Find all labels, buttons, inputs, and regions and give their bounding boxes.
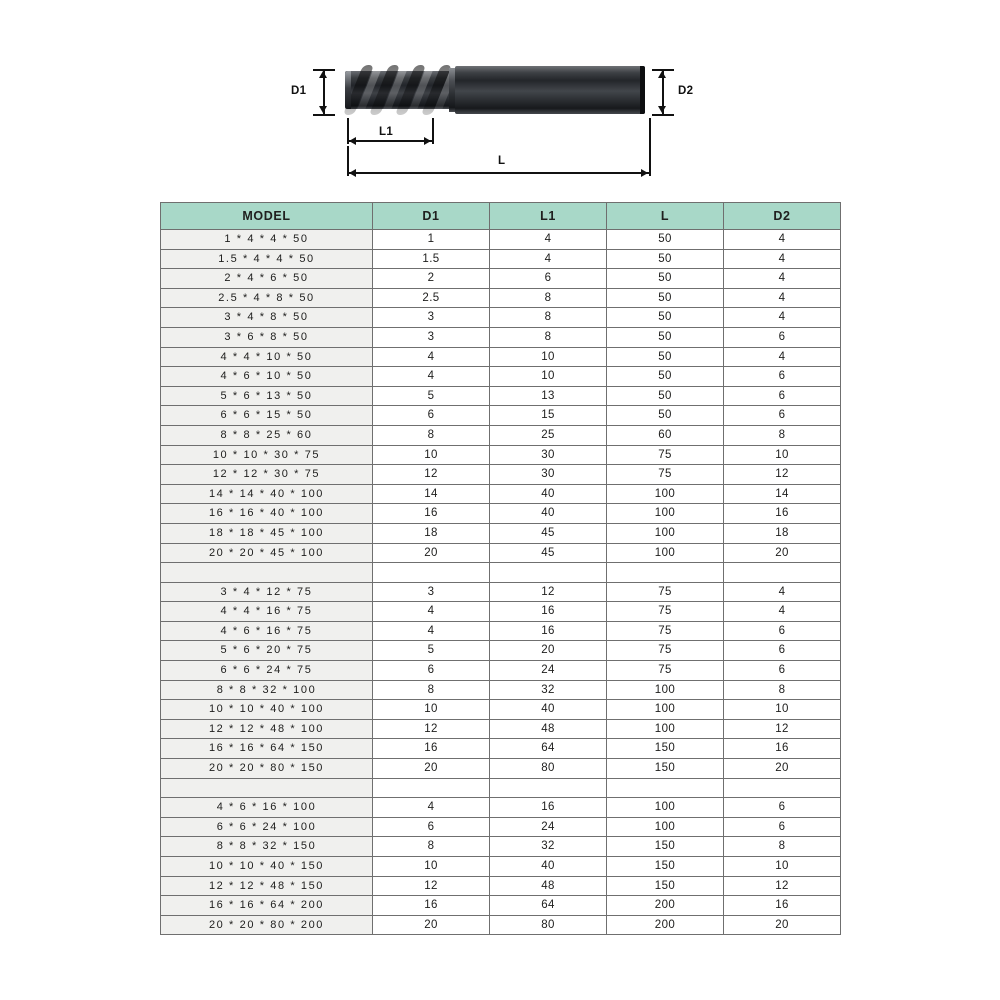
table-cell-value: 8 xyxy=(490,327,607,347)
table-cell-model: 6 * 6 * 24 * 75 xyxy=(161,661,373,681)
table-cell-value: 50 xyxy=(607,386,724,406)
table-row xyxy=(161,739,841,759)
table-cell-value: 150 xyxy=(607,857,724,877)
table-row xyxy=(161,602,841,622)
table-cell-model: 2.5 * 4 * 8 * 50 xyxy=(161,288,373,308)
table-cell-model: 4 * 4 * 16 * 75 xyxy=(161,602,373,622)
table-cell-model: 4 * 6 * 16 * 100 xyxy=(161,798,373,818)
table-cell-value: 48 xyxy=(490,876,607,896)
table-cell-model: 12 * 12 * 30 * 75 xyxy=(161,465,373,485)
table-cell-value: 2 xyxy=(373,269,490,289)
table-head xyxy=(161,203,841,230)
column-header-d2: D2 xyxy=(724,203,841,230)
table-cell-model: 3 * 4 * 12 * 75 xyxy=(161,582,373,602)
specification-table xyxy=(160,202,841,935)
l-dimension-line xyxy=(347,172,650,174)
table-cell-value: 4 xyxy=(724,582,841,602)
column-header-model: MODEL xyxy=(161,203,373,230)
table-cell-value: 6 xyxy=(724,367,841,387)
table-row xyxy=(161,915,841,935)
table-cell-value: 75 xyxy=(607,602,724,622)
table-cell-value: 16 xyxy=(490,602,607,622)
table-cell-value: 14 xyxy=(724,484,841,504)
table-cell-empty xyxy=(161,778,373,798)
table-cell-value: 10 xyxy=(490,367,607,387)
table-row xyxy=(161,504,841,524)
table-cell-value: 100 xyxy=(607,798,724,818)
table-cell-value: 15 xyxy=(490,406,607,426)
table-cell-value: 100 xyxy=(607,700,724,720)
table-row xyxy=(161,896,841,916)
table-cell-value: 30 xyxy=(490,445,607,465)
table-cell-value: 75 xyxy=(607,445,724,465)
table-cell-value: 12 xyxy=(373,876,490,896)
table-cell-model: 14 * 14 * 40 * 100 xyxy=(161,484,373,504)
table-row xyxy=(161,857,841,877)
d2-label: D2 xyxy=(678,85,694,97)
table-cell-value: 8 xyxy=(373,425,490,445)
table-cell-value: 100 xyxy=(607,680,724,700)
table-cell-value: 10 xyxy=(490,347,607,367)
table-cell-value: 50 xyxy=(607,308,724,328)
table-row xyxy=(161,484,841,504)
table-row xyxy=(161,700,841,720)
table-cell-value: 4 xyxy=(724,288,841,308)
table-header-row xyxy=(161,203,841,230)
table-row xyxy=(161,759,841,779)
l-arrow-right-icon xyxy=(641,169,648,177)
table-cell-value: 20 xyxy=(373,543,490,563)
table-cell-model: 8 * 8 * 32 * 150 xyxy=(161,837,373,857)
table-cell-value: 10 xyxy=(373,700,490,720)
table-cell-value: 150 xyxy=(607,876,724,896)
table-cell-value: 4 xyxy=(724,249,841,269)
table-cell-empty xyxy=(373,563,490,583)
table-cell-value: 20 xyxy=(724,759,841,779)
table-cell-value: 50 xyxy=(607,269,724,289)
table-cell-value: 45 xyxy=(490,523,607,543)
column-header-d1: D1 xyxy=(373,203,490,230)
table-cell-value: 24 xyxy=(490,661,607,681)
table-cell-value: 16 xyxy=(724,739,841,759)
table-cell-model: 6 * 6 * 24 * 100 xyxy=(161,817,373,837)
table-row xyxy=(161,661,841,681)
table-cell-model: 1 * 4 * 4 * 50 xyxy=(161,230,373,250)
table-row xyxy=(161,680,841,700)
table-cell-value: 8 xyxy=(373,680,490,700)
table-cell-value: 1.5 xyxy=(373,249,490,269)
table-row xyxy=(161,876,841,896)
table-cell-value: 3 xyxy=(373,327,490,347)
table-cell-model: 5 * 6 * 13 * 50 xyxy=(161,386,373,406)
table-cell-value: 6 xyxy=(724,327,841,347)
table-row xyxy=(161,327,841,347)
table-cell-value: 8 xyxy=(724,837,841,857)
table-cell-model: 4 * 6 * 10 * 50 xyxy=(161,367,373,387)
table-row xyxy=(161,425,841,445)
table-cell-value: 50 xyxy=(607,230,724,250)
table-cell-value: 6 xyxy=(724,621,841,641)
table-cell-value: 100 xyxy=(607,504,724,524)
table-cell-value: 4 xyxy=(724,230,841,250)
table-cell-value: 12 xyxy=(490,582,607,602)
d2-arrow-up-icon xyxy=(658,71,666,78)
table-cell-value: 6 xyxy=(490,269,607,289)
table-cell-value: 75 xyxy=(607,661,724,681)
table-cell-value: 16 xyxy=(724,504,841,524)
table-cell-value: 8 xyxy=(724,680,841,700)
table-cell-value: 150 xyxy=(607,759,724,779)
l-label: L xyxy=(498,155,506,167)
table-cell-empty xyxy=(490,563,607,583)
table-cell-empty xyxy=(373,778,490,798)
table-row xyxy=(161,249,841,269)
table-cell-value: 40 xyxy=(490,484,607,504)
tool-dimension-diagram xyxy=(0,0,1000,195)
table-row xyxy=(161,288,841,308)
table-cell-value: 200 xyxy=(607,915,724,935)
cutting-tip xyxy=(345,71,351,109)
table-cell-value: 48 xyxy=(490,719,607,739)
table-cell-value: 8 xyxy=(373,837,490,857)
table-cell-value: 2.5 xyxy=(373,288,490,308)
l-right-extension xyxy=(649,118,651,176)
table-cell-value: 4 xyxy=(724,347,841,367)
table-cell-value: 75 xyxy=(607,621,724,641)
table-cell-model: 20 * 20 * 80 * 200 xyxy=(161,915,373,935)
table-cell-value: 6 xyxy=(373,817,490,837)
table-cell-value: 50 xyxy=(607,406,724,426)
table-cell-model: 4 * 4 * 10 * 50 xyxy=(161,347,373,367)
table-cell-model: 8 * 8 * 32 * 100 xyxy=(161,680,373,700)
table-cell-value: 75 xyxy=(607,582,724,602)
table-cell-value: 4 xyxy=(373,347,490,367)
table-cell-value: 200 xyxy=(607,896,724,916)
table-row xyxy=(161,582,841,602)
table-cell-model: 10 * 10 * 40 * 150 xyxy=(161,857,373,877)
table-cell-empty xyxy=(161,563,373,583)
table-row xyxy=(161,798,841,818)
table-cell-value: 100 xyxy=(607,543,724,563)
table-cell-value: 60 xyxy=(607,425,724,445)
l1-arrow-left-icon xyxy=(349,137,356,145)
table-cell-value: 100 xyxy=(607,719,724,739)
table-cell-model: 5 * 6 * 20 * 75 xyxy=(161,641,373,661)
table-cell-value: 25 xyxy=(490,425,607,445)
table-cell-value: 13 xyxy=(490,386,607,406)
table-cell-model: 10 * 10 * 40 * 100 xyxy=(161,700,373,720)
table-cell-value: 20 xyxy=(724,543,841,563)
table-row xyxy=(161,308,841,328)
table-cell-value: 16 xyxy=(373,504,490,524)
table-row xyxy=(161,406,841,426)
table-cell-value: 3 xyxy=(373,308,490,328)
table-cell-value: 80 xyxy=(490,915,607,935)
table-cell-value: 50 xyxy=(607,288,724,308)
table-cell-model: 4 * 6 * 16 * 75 xyxy=(161,621,373,641)
table-cell-value: 16 xyxy=(373,739,490,759)
column-header-l1: L1 xyxy=(490,203,607,230)
table-cell-value: 10 xyxy=(373,857,490,877)
table-row xyxy=(161,230,841,250)
table-cell-value: 5 xyxy=(373,641,490,661)
table-cell-value: 50 xyxy=(607,367,724,387)
table-row xyxy=(161,367,841,387)
table-cell-value: 8 xyxy=(490,288,607,308)
table-cell-value: 6 xyxy=(724,798,841,818)
table-cell-model: 3 * 6 * 8 * 50 xyxy=(161,327,373,347)
table-cell-value: 4 xyxy=(724,308,841,328)
table-cell-value: 1 xyxy=(373,230,490,250)
table-cell-value: 75 xyxy=(607,465,724,485)
table-body xyxy=(161,230,841,935)
table-cell-value: 150 xyxy=(607,837,724,857)
table-cell-model: 2 * 4 * 6 * 50 xyxy=(161,269,373,289)
table-row xyxy=(161,269,841,289)
table-cell-model: 8 * 8 * 25 * 60 xyxy=(161,425,373,445)
table-cell-value: 16 xyxy=(490,798,607,818)
table-cell-value: 20 xyxy=(490,641,607,661)
table-cell-value: 12 xyxy=(373,719,490,739)
table-cell-value: 40 xyxy=(490,504,607,524)
table-cell-value: 4 xyxy=(724,602,841,622)
table-cell-value: 100 xyxy=(607,817,724,837)
table-cell-model: 3 * 4 * 8 * 50 xyxy=(161,308,373,328)
table-cell-model: 10 * 10 * 30 * 75 xyxy=(161,445,373,465)
table-row xyxy=(161,543,841,563)
table-cell-value: 100 xyxy=(607,523,724,543)
l-arrow-left-icon xyxy=(349,169,356,177)
table-cell-empty xyxy=(607,563,724,583)
table-cell-value: 40 xyxy=(490,700,607,720)
shank-end-face xyxy=(640,66,645,114)
table-row xyxy=(161,347,841,367)
table-cell-model: 12 * 12 * 48 * 100 xyxy=(161,719,373,739)
table-cell-empty xyxy=(724,778,841,798)
table-cell-value: 50 xyxy=(607,347,724,367)
table-cell-value: 6 xyxy=(724,641,841,661)
table-cell-value: 6 xyxy=(373,406,490,426)
table-cell-value: 4 xyxy=(490,249,607,269)
table-cell-value: 14 xyxy=(373,484,490,504)
table-cell-model: 12 * 12 * 48 * 150 xyxy=(161,876,373,896)
table-cell-value: 6 xyxy=(724,406,841,426)
table-cell-value: 18 xyxy=(373,523,490,543)
table-cell-value: 16 xyxy=(490,621,607,641)
table-cell-empty xyxy=(724,563,841,583)
table-cell-value: 4 xyxy=(373,798,490,818)
table-cell-value: 10 xyxy=(724,857,841,877)
table-cell-value: 50 xyxy=(607,327,724,347)
table-cell-value: 10 xyxy=(724,445,841,465)
table-row xyxy=(161,445,841,465)
table-cell-value: 20 xyxy=(373,915,490,935)
table-cell-value: 4 xyxy=(373,621,490,641)
table-row xyxy=(161,621,841,641)
table-cell-model: 20 * 20 * 80 * 150 xyxy=(161,759,373,779)
shank-body xyxy=(455,66,645,114)
l1-arrow-right-icon xyxy=(424,137,431,145)
table-cell-value: 16 xyxy=(724,896,841,916)
table-cell-value: 6 xyxy=(724,661,841,681)
table-cell-model: 1.5 * 4 * 4 * 50 xyxy=(161,249,373,269)
d1-arrow-up-icon xyxy=(319,71,327,78)
table-cell-value: 100 xyxy=(607,484,724,504)
table-cell-value: 4 xyxy=(373,602,490,622)
table-cell-value: 5 xyxy=(373,386,490,406)
table-cell-model: 6 * 6 * 15 * 50 xyxy=(161,406,373,426)
table-cell-value: 10 xyxy=(724,700,841,720)
table-cell-model: 16 * 16 * 40 * 100 xyxy=(161,504,373,524)
table-cell-value: 12 xyxy=(724,465,841,485)
table-cell-value: 30 xyxy=(490,465,607,485)
table-group-spacer-row xyxy=(161,563,841,583)
table-cell-model: 16 * 16 * 64 * 200 xyxy=(161,896,373,916)
table-row xyxy=(161,817,841,837)
table-cell-value: 6 xyxy=(373,661,490,681)
l1-label: L1 xyxy=(379,126,394,138)
table-cell-value: 40 xyxy=(490,857,607,877)
table-cell-value: 32 xyxy=(490,680,607,700)
table-cell-value: 75 xyxy=(607,641,724,661)
table-cell-value: 64 xyxy=(490,739,607,759)
d2-arrow-down-icon xyxy=(658,106,666,113)
table-cell-value: 12 xyxy=(724,719,841,739)
table-cell-value: 64 xyxy=(490,896,607,916)
table-cell-model: 16 * 16 * 64 * 150 xyxy=(161,739,373,759)
specification-table-container xyxy=(160,202,840,935)
table-row xyxy=(161,465,841,485)
table-cell-value: 32 xyxy=(490,837,607,857)
table-cell-value: 150 xyxy=(607,739,724,759)
table-cell-value: 18 xyxy=(724,523,841,543)
table-cell-value: 4 xyxy=(373,367,490,387)
table-row xyxy=(161,641,841,661)
flute-body xyxy=(345,71,457,109)
l1-dimension-line xyxy=(347,140,433,142)
d1-label: D1 xyxy=(291,85,307,97)
table-cell-value: 4 xyxy=(490,230,607,250)
table-cell-value: 20 xyxy=(373,759,490,779)
table-cell-value: 4 xyxy=(724,269,841,289)
column-header-l: L xyxy=(607,203,724,230)
table-cell-value: 8 xyxy=(724,425,841,445)
table-cell-value: 50 xyxy=(607,249,724,269)
table-group-spacer-row xyxy=(161,778,841,798)
d1-arrow-down-icon xyxy=(319,106,327,113)
end-mill-illustration xyxy=(345,62,645,118)
table-cell-value: 12 xyxy=(724,876,841,896)
table-cell-model: 20 * 20 * 45 * 100 xyxy=(161,543,373,563)
table-cell-value: 6 xyxy=(724,386,841,406)
table-row xyxy=(161,719,841,739)
table-cell-value: 20 xyxy=(724,915,841,935)
table-cell-value: 45 xyxy=(490,543,607,563)
table-row xyxy=(161,523,841,543)
table-cell-value: 10 xyxy=(373,445,490,465)
table-cell-value: 8 xyxy=(490,308,607,328)
table-row xyxy=(161,837,841,857)
table-cell-value: 3 xyxy=(373,582,490,602)
table-cell-empty xyxy=(607,778,724,798)
table-cell-value: 24 xyxy=(490,817,607,837)
table-cell-value: 16 xyxy=(373,896,490,916)
table-cell-value: 80 xyxy=(490,759,607,779)
table-row xyxy=(161,386,841,406)
table-cell-value: 12 xyxy=(373,465,490,485)
table-cell-value: 6 xyxy=(724,817,841,837)
table-cell-empty xyxy=(490,778,607,798)
table-cell-model: 18 * 18 * 45 * 100 xyxy=(161,523,373,543)
